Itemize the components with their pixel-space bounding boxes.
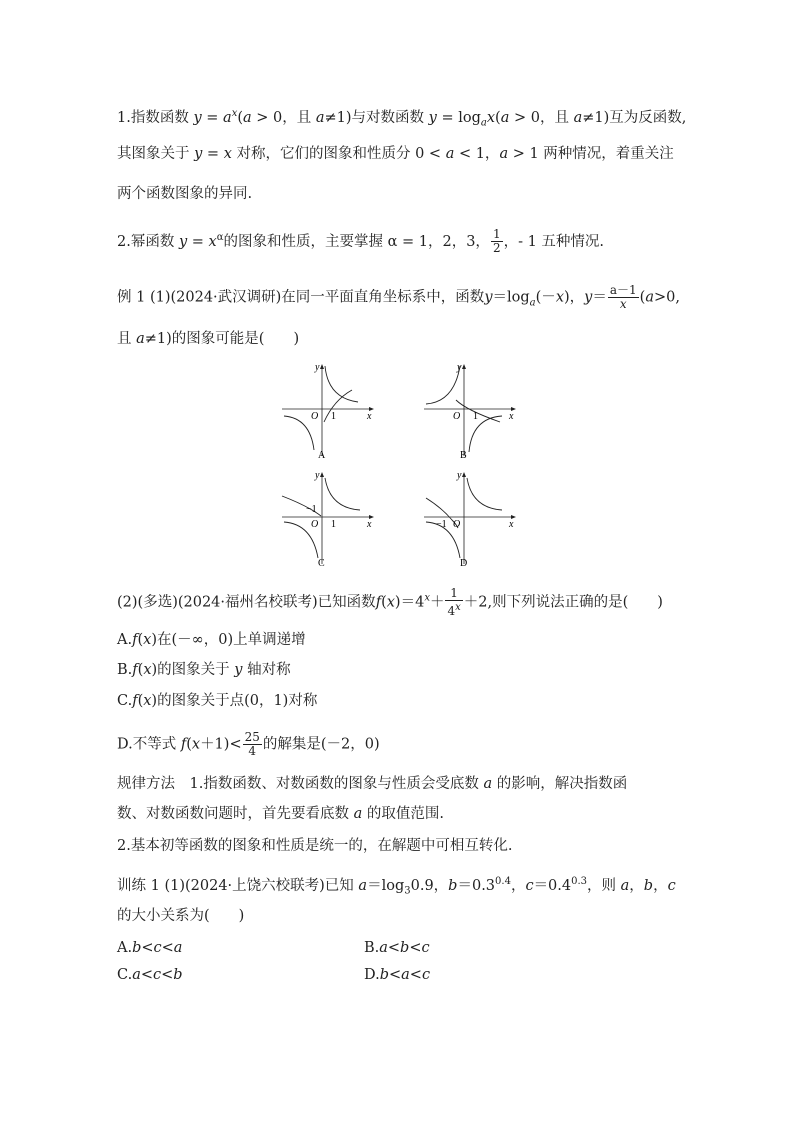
text: ( (137, 693, 144, 709)
fraction-25-over-4 (243, 731, 262, 758)
text: >0, (654, 289, 680, 306)
var-y: y (484, 289, 493, 306)
exp: 0.3 (571, 876, 588, 887)
var-f: f (132, 662, 138, 678)
fraction-one-half (491, 228, 503, 255)
graph-option-a (280, 360, 380, 460)
axis-y-label: y (315, 470, 320, 481)
fraction-a-minus-1-over-x (608, 284, 639, 311)
option-label: C (318, 558, 325, 568)
option-c (117, 691, 317, 711)
choice-d (364, 965, 430, 985)
paragraph-power-function (117, 228, 604, 255)
text: 0.9， (410, 877, 449, 894)
choice-text: a<c<b (132, 967, 183, 983)
text: = (187, 233, 209, 250)
var-a: a (483, 776, 493, 792)
text: )， (564, 289, 585, 306)
text: 的大小关系为( ) (117, 908, 245, 924)
text: ≠1)的图象可能是( ) (144, 331, 300, 347)
rule-method-2 (117, 836, 512, 856)
var-y: y (584, 289, 593, 306)
numerator: 25 (244, 730, 260, 744)
var-a: a (500, 109, 510, 126)
axis-y-label: y (457, 362, 462, 373)
text: 的取值范围. (362, 806, 444, 822)
text: 训练 1 (1)(2024·上饶六校联考)已知 (117, 877, 359, 894)
axis-y-label: y (457, 470, 462, 481)
exp-alpha: α (216, 232, 224, 243)
sub-a: a (480, 117, 487, 129)
var-x: x (208, 233, 217, 250)
text: ( (137, 632, 144, 648)
text: D.不等式 (117, 736, 181, 753)
option-a (117, 630, 306, 650)
axis-x-label: x (509, 411, 514, 422)
origin-label: O (453, 411, 461, 422)
text: 例 1 (1)(2024·武汉调研)在同一平面直角坐标系中，函数 (117, 289, 485, 306)
text: ( (495, 109, 501, 126)
var-x: x (386, 594, 395, 611)
text: 且 (117, 331, 137, 347)
text: ， (653, 877, 668, 894)
origin-label: O (311, 519, 319, 530)
text: ≠1)与对数函数 (324, 109, 429, 126)
text: )＝4 (394, 594, 425, 611)
text: ( (381, 594, 387, 611)
var-y: y (234, 662, 243, 678)
var-x: x (486, 109, 496, 126)
text: 的影响，解决指数函 (492, 776, 628, 792)
den-base: 4 (447, 604, 456, 618)
text: D. (364, 967, 380, 983)
text: 的解集是(－2，0) (262, 736, 380, 753)
text: ＝ (592, 289, 607, 306)
text: 1.指数函数 (117, 109, 194, 126)
paragraph-symmetry (117, 144, 674, 164)
text: C. (117, 693, 133, 709)
text: )的图象关于 (151, 662, 235, 678)
var-x: x (191, 736, 201, 753)
choice-text: a<b<c (379, 940, 430, 956)
rule-method-1-cont (117, 804, 444, 824)
var-a: a (445, 146, 455, 162)
text: C. (117, 967, 133, 983)
text: > 0，且 (251, 109, 316, 126)
denominator: 4 (248, 744, 257, 758)
text: ＝0.4 (533, 877, 572, 894)
var-x: x (143, 662, 152, 678)
exp: 0.4 (495, 876, 511, 887)
tick-1-label: 1 (331, 411, 336, 422)
text: (2)(多选)(2024·福州名校联考)已知函数 (117, 594, 376, 611)
denominator: 2 (492, 241, 501, 256)
var-b: b (643, 877, 654, 894)
text: ＝log (367, 877, 405, 894)
tick-1-label: 1 (473, 411, 478, 422)
paragraph-exp-log-inverse (117, 104, 686, 134)
exp-x: x (424, 592, 430, 604)
text: A. (117, 632, 133, 648)
text: B. (117, 662, 133, 678)
choice-c (117, 965, 183, 985)
text: B. (364, 940, 380, 956)
var-c: c (667, 877, 676, 894)
var-a: a (315, 109, 325, 126)
denominator: x (619, 297, 627, 311)
text: > 1 两种情况，着重关注 (508, 146, 674, 162)
var-y: y (194, 146, 203, 162)
var-f: f (132, 693, 138, 709)
choice-text: b<c<a (132, 940, 183, 956)
numerator: 1 (445, 587, 462, 601)
text: ＋2,则下列说法正确的是( ) (463, 594, 663, 611)
option-label: D (460, 558, 468, 568)
option-label: B (460, 450, 467, 460)
text: 其图象关于 (117, 146, 195, 162)
example-1-part-2 (117, 587, 663, 618)
option-b (117, 660, 291, 680)
exp-x: x (231, 108, 238, 119)
text: 对称，它们的图象和性质分 0 < (231, 146, 446, 162)
choice-text: b<a<c (379, 967, 431, 983)
text: = log (436, 109, 481, 126)
text: 2.幂函数 (117, 233, 179, 250)
origin-label: O (311, 411, 319, 422)
text: (－ (535, 289, 556, 306)
text: 2.基本初等函数的图象和性质是统一的，在解题中可相互转化. (117, 838, 513, 854)
den-exp: x (455, 602, 461, 613)
text: ， (629, 877, 644, 894)
axis-x-label: x (367, 411, 372, 422)
graph-option-b (422, 360, 522, 460)
text: 规律方法 1.指数函数、对数函数的图象与性质会受底数 (117, 776, 484, 792)
text: 数、对数函数问题时，首先要看底数 (117, 806, 354, 822)
option-d (117, 731, 380, 758)
text: ( (137, 662, 144, 678)
var-a: a (358, 877, 368, 894)
var-x: x (223, 146, 232, 162)
text: ， (510, 877, 526, 894)
option-label: A (318, 450, 326, 460)
text: > 0，且 (509, 109, 574, 126)
var-a: a (353, 806, 363, 822)
text: 轴对称 (242, 662, 291, 678)
tick-neg1-label: −1 (306, 504, 317, 515)
text: ≠1)互为反函数, (582, 109, 687, 126)
training-1-question-cont (117, 906, 244, 926)
text: ( (639, 289, 646, 306)
text: = (202, 146, 224, 162)
var-y: y (178, 233, 188, 250)
choice-b (364, 938, 430, 958)
numerator: 1 (492, 227, 501, 242)
var-f: f (132, 632, 138, 648)
text: ＝0.3 (457, 877, 496, 894)
sub-a: a (529, 297, 536, 309)
text: ，则 (587, 877, 621, 894)
text: ( (237, 109, 243, 126)
text: ＝log (492, 289, 530, 306)
axis-y-label: y (315, 362, 320, 373)
text: )的图象关于点(0，1)对称 (151, 693, 318, 709)
var-f: f (180, 736, 187, 753)
var-a: a (243, 109, 252, 126)
text: = (201, 109, 224, 126)
var-f: f (375, 594, 382, 611)
var-a: a (573, 109, 583, 126)
rule-method-1 (117, 774, 627, 794)
text: ，- 1 五种情况. (503, 233, 605, 250)
var-x: x (143, 693, 152, 709)
var-y: y (193, 109, 202, 126)
var-a: a (499, 146, 509, 162)
origin-label: O (453, 519, 461, 530)
var-c: c (525, 877, 534, 894)
text: A. (117, 940, 133, 956)
sub-3: 3 (404, 885, 411, 897)
choice-a (117, 938, 182, 958)
fraction-1-over-4x (445, 587, 462, 618)
graph-option-d (422, 468, 522, 568)
tick-neg1-label: −1 (436, 519, 447, 530)
example-1-question-cont (117, 329, 299, 349)
text: 两个函数图象的异同. (117, 186, 253, 202)
axis-x-label: x (367, 519, 372, 530)
tick-1-label: 1 (331, 519, 336, 530)
axis-x-label: x (509, 519, 514, 530)
example-1-question (117, 284, 680, 313)
text: ( (186, 736, 192, 753)
var-b: b (448, 877, 458, 894)
var-a: a (136, 331, 145, 347)
var-y: y (428, 109, 437, 126)
var-a: a (223, 109, 232, 126)
text: )在(－∞，0)上单调递增 (151, 632, 306, 648)
text: < 1， (454, 146, 500, 162)
var-x: x (555, 289, 564, 306)
text: ＋1)< (200, 736, 242, 753)
var-a: a (620, 877, 630, 894)
var-x: x (143, 632, 152, 648)
text: 的图象和性质，主要掌握 α = 1，2，3， (223, 233, 490, 250)
numerator: a－1 (609, 283, 637, 297)
training-1-question (117, 872, 676, 902)
graph-option-c (280, 468, 380, 568)
text: ＋ (429, 594, 445, 611)
denominator (445, 601, 462, 618)
paragraph-differences (117, 184, 252, 204)
var-a: a (645, 289, 654, 306)
